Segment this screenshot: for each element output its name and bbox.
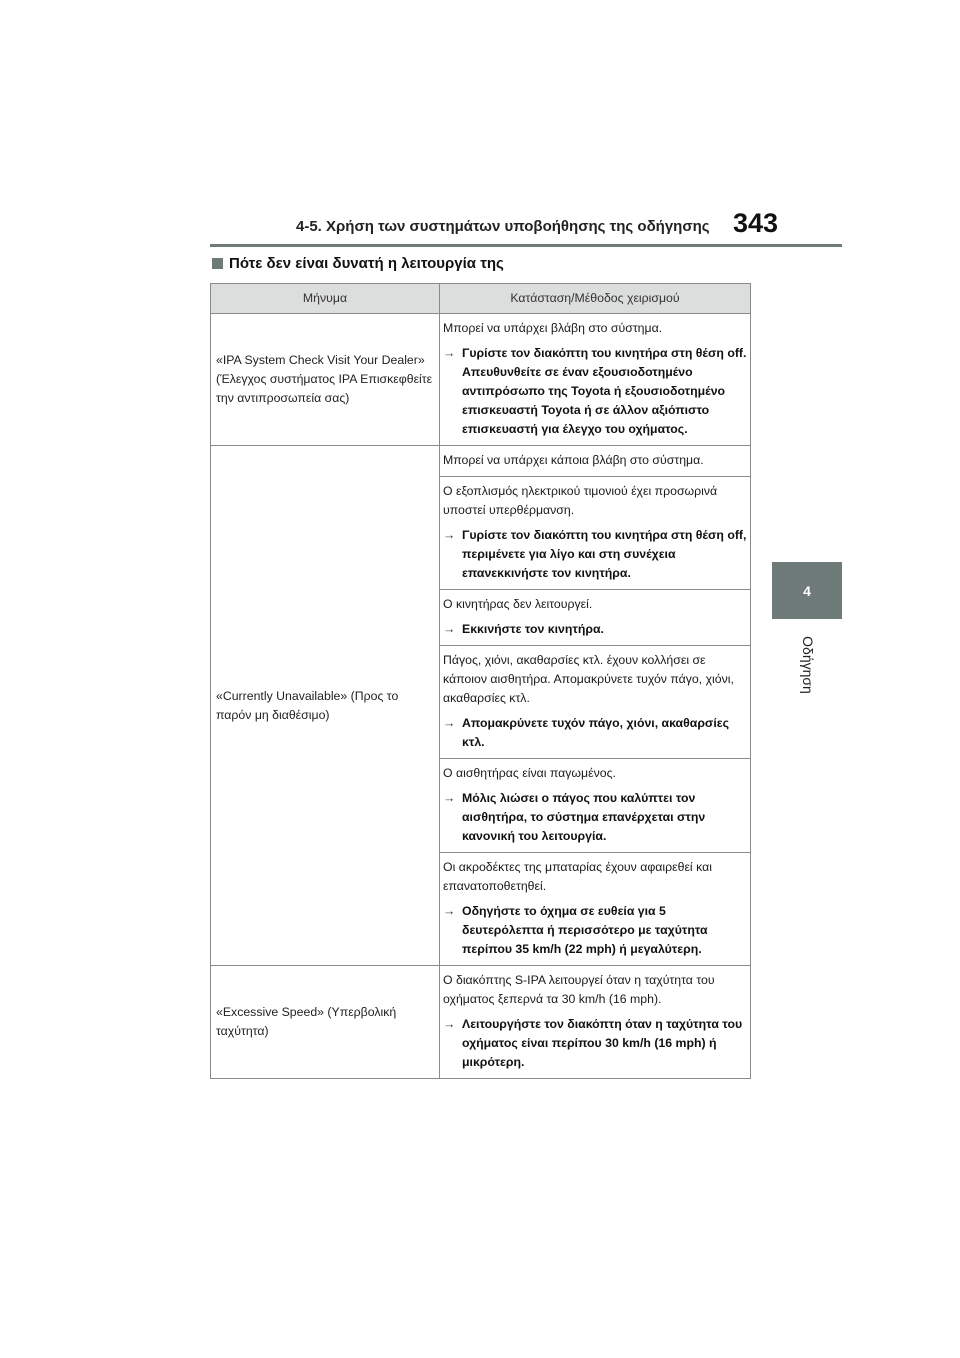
condition-text: Ο αισθητήρας είναι παγωμένος.: [443, 766, 616, 780]
header-title: 4-5. Χρήση των συστημάτων υποβοήθησης της οδήγησης: [296, 218, 710, 235]
action-instruction: [443, 344, 749, 439]
action-instruction: [443, 526, 749, 583]
action-text: Γυρίστε τον διακόπτη του κινητήρα στη θέση off. Απευθυνθείτε σε έναν εξουσιοδοτημένο αντιπρόσωπο της Toyota ή εξουσιοδοτημένο επισκευαστή Toyota ή σε άλλον αξιόπιστο επισκευαστή για έλεγχο του οχήματος.: [462, 346, 747, 436]
chapter-title: Οδήγηση: [800, 636, 816, 694]
table-header-row: [211, 284, 751, 314]
action-text: Απομακρύνετε τυχόν πάγο, χιόνι, ακαθαρσίες κτλ.: [462, 716, 729, 749]
table-row: [211, 446, 751, 477]
arrow-right-icon: →: [443, 716, 456, 730]
condition-cell: [440, 759, 751, 853]
page-number: 343: [733, 208, 779, 238]
condition-text: Μπορεί να υπάρχει κάποια βλάβη στο σύστημα.: [443, 453, 704, 467]
action-text: Οδηγήστε το όχημα σε ευθεία για 5 δευτερόλεπτα ή περισσότερο με ταχύτητα περίπου 35 km/h (22 mph) ή μεγαλύτερη.: [462, 904, 708, 956]
message-cell: «IPA System Check Visit Your Dealer» (Έλεγχος συστήματος IPA Επισκεφθείτε την αντιπροσωπεία σας): [211, 314, 440, 446]
action-text: Λειτουργήστε τον διακόπτη όταν η ταχύτητα του οχήματος είναι περίπου 30 km/h (16 mph) ή μικρότερη.: [462, 1017, 743, 1069]
arrow-right-icon: →: [443, 1017, 456, 1031]
condition-text: Μπορεί να υπάρχει βλάβη στο σύστημα.: [443, 321, 663, 335]
chapter-title-vertical: [790, 630, 826, 700]
arrow-right-icon: →: [443, 346, 456, 360]
chapter-tab: [772, 562, 842, 619]
condition-cell: [440, 590, 751, 646]
header-rule: [210, 244, 842, 247]
action-text: Μόλις λιώσει ο πάγος που καλύπτει τον αισθητήρα, το σύστημα επανέρχεται στην κανονική του λειτουργία.: [462, 791, 706, 843]
message-cell: «Currently Unavailable» (Προς το παρόν μη διαθέσιμο): [211, 446, 440, 966]
condition-text: Ο διακόπτης S-IPA λειτουργεί όταν η ταχύτητα του οχήματος ξεπερνά τα 30 km/h (16 mph).: [443, 973, 715, 1006]
column-header-condition: Κατάσταση/Μέθοδος χειρισμού: [440, 284, 751, 314]
action-instruction: [443, 714, 749, 752]
action-instruction: [443, 789, 749, 846]
action-text: Γυρίστε τον διακόπτη του κινητήρα στη θέση off, περιμένετε για λίγο και στη συνέχεια επανεκκινήστε τον κινητήρα.: [462, 528, 747, 580]
condition-cell: [440, 477, 751, 590]
action-instruction: [443, 1015, 749, 1072]
condition-text: Πάγος, χιόνι, ακαθαρσίες κτλ. έχουν κολλήσει σε κάποιον αισθητήρα. Απομακρύνετε τυχόν πάγο, χιόνι, ακαθαρσίες κτλ.: [443, 653, 734, 705]
table-body: [211, 314, 751, 1079]
action-instruction: [443, 902, 749, 959]
arrow-right-icon: →: [443, 791, 456, 805]
condition-text: Ο κινητήρας δεν λειτουργεί.: [443, 597, 593, 611]
condition-text: Ο εξοπλισμός ηλεκτρικού τιμονιού έχει προσωρινά υποστεί υπερθέρμανση.: [443, 484, 718, 517]
section-heading: [212, 255, 504, 272]
table-row: [211, 966, 751, 1079]
section-heading-text: Πότε δεν είναι δυνατή η λειτουργία της: [229, 255, 504, 272]
condition-cell: [440, 314, 751, 446]
action-instruction: [443, 620, 749, 639]
column-header-message: Μήνυμα: [211, 284, 440, 314]
condition-cell: [440, 446, 751, 477]
message-cell: «Excessive Speed» (Υπερβολική ταχύτητα): [211, 966, 440, 1079]
square-bullet-icon: [212, 258, 223, 269]
arrow-right-icon: →: [443, 904, 456, 918]
chapter-number: 4: [803, 582, 811, 599]
message-table: [210, 283, 751, 1079]
condition-text: Οι ακροδέκτες της μπαταρίας έχουν αφαιρεθεί και επανατοποθετηθεί.: [443, 860, 712, 893]
condition-cell: [440, 966, 751, 1079]
action-text: Εκκινήστε τον κινητήρα.: [462, 622, 604, 636]
condition-cell: [440, 646, 751, 759]
arrow-right-icon: →: [443, 528, 456, 542]
arrow-right-icon: →: [443, 622, 456, 636]
condition-cell: [440, 853, 751, 966]
table-row: [211, 314, 751, 446]
